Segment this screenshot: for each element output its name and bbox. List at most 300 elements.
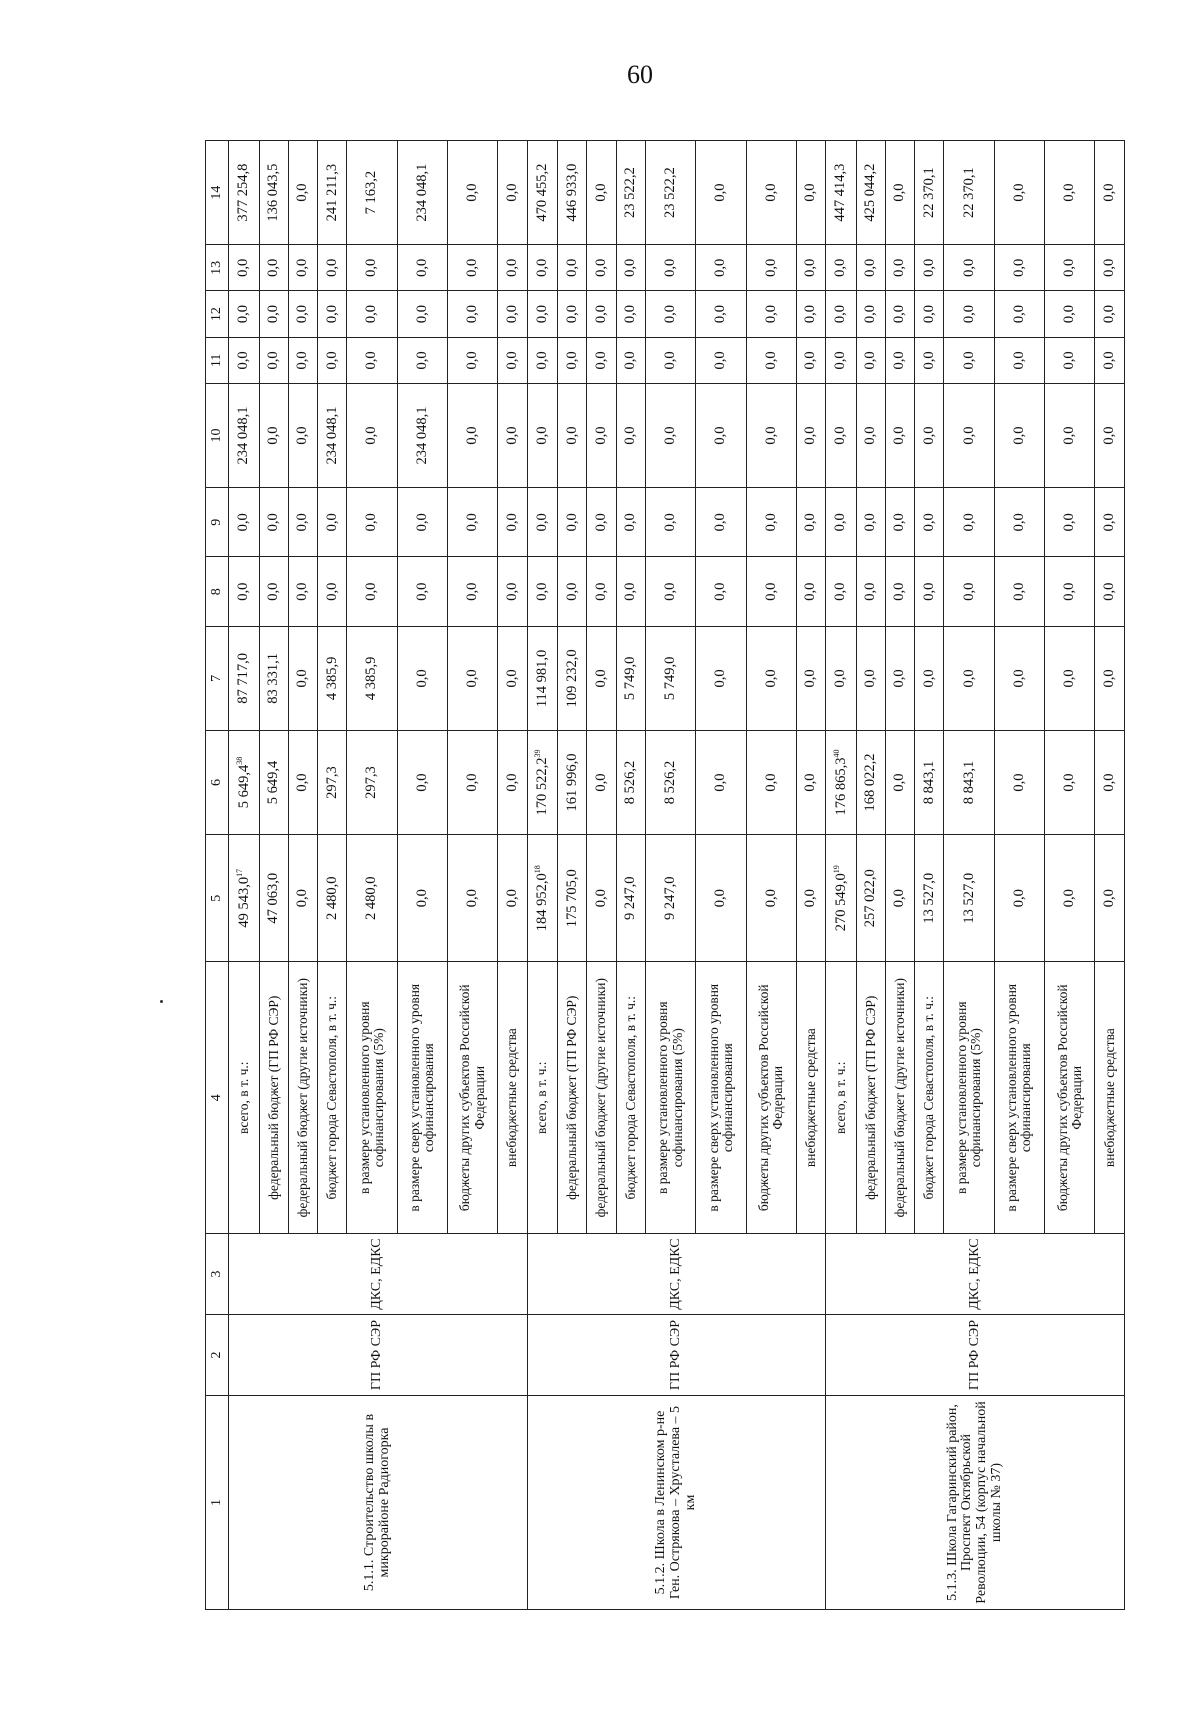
value-text: 0,0 [323, 351, 340, 370]
value-text: 0,0 [1061, 351, 1078, 370]
value-cell-14 [885, 141, 914, 245]
value-text: 168 022,2 [862, 753, 879, 812]
funding-source-cell: всего, в т. ч.: [229, 962, 260, 1234]
value-text: 0,0 [622, 351, 639, 370]
value-text: 0,0 [891, 889, 908, 908]
value-text: 0,0 [1101, 258, 1118, 277]
value-text: 0,0 [802, 426, 819, 445]
value-cell-5 [1095, 835, 1125, 962]
value-cell-14 [498, 141, 527, 245]
project-name-cell: 5.1.2. Школа в Ленинском р-не Ген. Острякова – Хрусталева – 5 км [527, 1396, 826, 1610]
value-text: 0,0 [622, 258, 639, 277]
value-cell-13 [1095, 245, 1125, 291]
value-cell-14 [229, 141, 260, 245]
value-text: 2 480,0 [323, 876, 340, 920]
value-text: 0,0 [1101, 351, 1118, 370]
value-cell-7 [944, 626, 994, 730]
value-cell-12 [259, 291, 288, 337]
value-text: 0,0 [1061, 773, 1078, 792]
table-row [527, 141, 558, 1610]
value-cell-5 [885, 835, 914, 962]
value-text: 0,0 [413, 669, 430, 688]
value-cell-6 [1095, 730, 1125, 834]
value-text: 234 048,1 [235, 406, 252, 465]
value-cell-11 [796, 337, 825, 383]
value-text: 0,0 [323, 513, 340, 532]
value-text: 470 455,2 [533, 163, 550, 222]
value-text: 0,0 [413, 513, 430, 532]
value-text: 0,0 [533, 513, 550, 532]
value-text: 0,0 [862, 258, 879, 277]
value-text: 8 526,2 [622, 760, 639, 805]
value-cell-11 [587, 337, 616, 383]
value-cell-12 [696, 291, 746, 337]
value-cell-5 [259, 835, 288, 962]
value-cell-9 [498, 488, 527, 557]
value-text: 0,0 [891, 351, 908, 370]
value-text: 0,0 [464, 513, 481, 532]
value-text: 0,0 [622, 426, 639, 445]
value-text: 0,0 [712, 351, 729, 370]
value-text: 0,0 [503, 183, 520, 202]
col-header: 11 [206, 337, 229, 383]
value-text: 0,0 [891, 773, 908, 792]
value-cell-10 [856, 384, 885, 488]
value-cell-11 [527, 337, 558, 383]
value-cell-14 [1095, 141, 1125, 245]
value-cell-10 [318, 384, 347, 488]
value-text: 0,0 [1010, 889, 1027, 908]
value-text: 0,0 [661, 351, 678, 370]
value-text: 0,0 [712, 305, 729, 324]
value-cell-9 [616, 488, 645, 557]
value-text: 0,0 [265, 258, 282, 277]
value-cell-9 [746, 488, 796, 557]
value-text: 0,0 [294, 582, 311, 601]
value-cell-5 [994, 835, 1044, 962]
value-text: 0,0 [920, 669, 937, 688]
value-cell-8 [616, 557, 645, 626]
value-cell-9 [259, 488, 288, 557]
value-text: 0,0 [622, 305, 639, 324]
value-text: 0,0 [891, 513, 908, 532]
value-text: 0,0 [563, 305, 580, 324]
funding-source-cell: федеральный бюджет (ГП РФ СЭР) [856, 962, 885, 1234]
value-cell-8 [527, 557, 558, 626]
value-cell-6 [856, 730, 885, 834]
value-cell-11 [826, 337, 857, 383]
value-text: 0,0 [294, 889, 311, 908]
value-text: 297,3 [363, 766, 380, 799]
value-text: 0,0 [323, 258, 340, 277]
value-cell-8 [746, 557, 796, 626]
value-cell-5 [397, 835, 447, 962]
value-cell-12 [558, 291, 587, 337]
value-cell-13 [397, 245, 447, 291]
value-cell-14 [347, 141, 397, 245]
value-text: 0,0 [891, 183, 908, 202]
value-text: 0,0 [265, 582, 282, 601]
value-text: 270 549,0 [832, 873, 849, 932]
value-text: 0,0 [1061, 582, 1078, 601]
value-cell-13 [498, 245, 527, 291]
value-cell-12 [447, 291, 497, 337]
value-cell-8 [826, 557, 857, 626]
value-text: 0,0 [563, 258, 580, 277]
value-text: 8 843,1 [920, 760, 937, 805]
value-text: 0,0 [294, 305, 311, 324]
value-text: 4 385,9 [363, 656, 380, 701]
value-text: 0,0 [592, 351, 609, 370]
funding-source-cell: федеральный бюджет (ГП РФ СЭР) [558, 962, 587, 1234]
value-cell-6 [498, 730, 527, 834]
value-cell-14 [259, 141, 288, 245]
value-cell-10 [397, 384, 447, 488]
value-text: 0,0 [363, 258, 380, 277]
value-text: 0,0 [294, 669, 311, 688]
value-text: 22 370,1 [920, 167, 937, 218]
value-text: 0,0 [960, 305, 977, 324]
value-text: 0,0 [294, 183, 311, 202]
value-cell-14 [527, 141, 558, 245]
value-cell-14 [944, 141, 994, 245]
funding-source-cell: бюджет города Севастополя, в т. ч.: [915, 962, 944, 1234]
value-text: 0,0 [413, 351, 430, 370]
value-text: 0,0 [960, 258, 977, 277]
value-cell-5 [1045, 835, 1095, 962]
funding-source-cell: федеральный бюджет (другие источники) [885, 962, 914, 1234]
value-text: 0,0 [1101, 183, 1118, 202]
value-cell-5 [587, 835, 616, 962]
funding-source-cell: внебюджетные средства [796, 962, 825, 1234]
value-cell-12 [616, 291, 645, 337]
value-cell-9 [527, 488, 558, 557]
value-cell-11 [1095, 337, 1125, 383]
value-text: 23 522,2 [661, 167, 678, 218]
value-cell-12 [796, 291, 825, 337]
value-cell-7 [229, 626, 260, 730]
value-text: 0,0 [563, 426, 580, 445]
value-cell-10 [1095, 384, 1125, 488]
value-text: 0,0 [413, 258, 430, 277]
funding-source-cell: бюджет города Севастополя, в т. ч.: [616, 962, 645, 1234]
value-cell-11 [447, 337, 497, 383]
value-text: 0,0 [891, 305, 908, 324]
value-cell-7 [259, 626, 288, 730]
budget-table [205, 140, 1125, 1610]
value-text: 0,0 [862, 351, 879, 370]
table-row [229, 141, 260, 1610]
value-text: 0,0 [762, 426, 779, 445]
funding-source-cell: бюджеты других субъектов Российской Федерации [447, 962, 497, 1234]
value-text: 0,0 [920, 513, 937, 532]
value-text: 0,0 [762, 513, 779, 532]
value-text: 0,0 [235, 582, 252, 601]
value-text: 0,0 [1101, 582, 1118, 601]
value-text: 0,0 [661, 426, 678, 445]
value-text: 0,0 [920, 582, 937, 601]
value-text: 0,0 [413, 889, 430, 908]
value-cell-7 [447, 626, 497, 730]
value-cell-12 [856, 291, 885, 337]
value-cell-12 [318, 291, 347, 337]
value-text: 0,0 [1010, 582, 1027, 601]
value-text: 5 749,0 [622, 656, 639, 701]
value-text: 0,0 [762, 669, 779, 688]
value-text: 9 247,0 [661, 876, 678, 920]
value-cell-11 [229, 337, 260, 383]
value-text: 0,0 [661, 513, 678, 532]
value-cell-7 [587, 626, 616, 730]
value-cell-12 [1095, 291, 1125, 337]
value-text: 0,0 [1101, 305, 1118, 324]
value-cell-13 [826, 245, 857, 291]
value-text: 0,0 [802, 305, 819, 324]
value-text: 0,0 [1010, 305, 1027, 324]
value-text: 0,0 [712, 773, 729, 792]
col-header: 12 [206, 291, 229, 337]
value-text: 0,0 [1010, 669, 1027, 688]
value-cell-13 [259, 245, 288, 291]
value-text: 377 254,8 [235, 163, 252, 222]
value-text: 0,0 [235, 351, 252, 370]
value-text: 0,0 [1010, 513, 1027, 532]
value-cell-10 [796, 384, 825, 488]
value-cell-9 [885, 488, 914, 557]
value-cell-13 [994, 245, 1044, 291]
value-text: 0,0 [503, 305, 520, 324]
value-cell-9 [318, 488, 347, 557]
value-cell-9 [558, 488, 587, 557]
col-header: 13 [206, 245, 229, 291]
value-cell-9 [397, 488, 447, 557]
value-cell-13 [318, 245, 347, 291]
value-cell-11 [944, 337, 994, 383]
value-text: 8 526,2 [661, 760, 678, 805]
value-text: 0,0 [592, 582, 609, 601]
value-text: 22 370,1 [960, 167, 977, 218]
value-cell-8 [558, 557, 587, 626]
value-cell-9 [587, 488, 616, 557]
funding-source-cell: всего, в т. ч.: [826, 962, 857, 1234]
value-cell-11 [558, 337, 587, 383]
value-text: 0,0 [265, 351, 282, 370]
value-cell-11 [318, 337, 347, 383]
table-body [229, 141, 1125, 1610]
value-cell-13 [915, 245, 944, 291]
value-text: 136 043,5 [265, 163, 282, 222]
value-text: 0,0 [1010, 773, 1027, 792]
value-cell-11 [645, 337, 695, 383]
value-text: 0,0 [960, 351, 977, 370]
executor-cell: ДКС, ЕДКС [527, 1234, 826, 1315]
value-cell-11 [347, 337, 397, 383]
value-text: 0,0 [363, 513, 380, 532]
value-text: 4 385,9 [323, 656, 340, 701]
value-cell-6 [696, 730, 746, 834]
value-text: 0,0 [464, 773, 481, 792]
value-text: 0,0 [832, 351, 849, 370]
value-text: 5 649,4 [235, 764, 252, 809]
value-cell-6 [796, 730, 825, 834]
value-text: 0,0 [533, 351, 550, 370]
value-text: 0,0 [832, 513, 849, 532]
value-cell-14 [1045, 141, 1095, 245]
footnote-ref: 40 [831, 749, 841, 758]
value-cell-14 [645, 141, 695, 245]
value-cell-7 [994, 626, 1044, 730]
value-cell-11 [994, 337, 1044, 383]
value-cell-12 [885, 291, 914, 337]
value-text: 0,0 [503, 258, 520, 277]
value-text: 0,0 [503, 889, 520, 908]
value-cell-6 [616, 730, 645, 834]
value-cell-14 [558, 141, 587, 245]
value-cell-8 [696, 557, 746, 626]
value-text: 0,0 [533, 305, 550, 324]
value-text: 0,0 [920, 351, 937, 370]
value-text: 0,0 [363, 426, 380, 445]
project-name-cell: 5.1.1. Строительство школы в микрорайоне Радиогорка [229, 1396, 528, 1610]
value-text: 0,0 [891, 426, 908, 445]
value-cell-12 [397, 291, 447, 337]
value-cell-8 [994, 557, 1044, 626]
value-text: 0,0 [862, 669, 879, 688]
value-text: 0,0 [960, 582, 977, 601]
funding-source-cell: в размере сверх установленного уровня софинансирования [696, 962, 746, 1234]
value-cell-5 [944, 835, 994, 962]
funding-source-cell: всего, в т. ч.: [527, 962, 558, 1234]
value-text: 9 247,0 [622, 876, 639, 920]
value-text: 0,0 [464, 351, 481, 370]
value-text: 0,0 [323, 582, 340, 601]
value-text: 0,0 [1010, 183, 1027, 202]
value-cell-9 [1045, 488, 1095, 557]
rotated-table-container [205, 140, 1125, 1610]
value-cell-6 [318, 730, 347, 834]
value-cell-13 [696, 245, 746, 291]
value-text: 161 996,0 [563, 753, 580, 812]
value-cell-12 [944, 291, 994, 337]
value-cell-13 [645, 245, 695, 291]
value-text: 5 749,0 [661, 656, 678, 701]
value-text: 0,0 [832, 305, 849, 324]
value-cell-10 [885, 384, 914, 488]
value-cell-10 [826, 384, 857, 488]
value-text: 0,0 [832, 258, 849, 277]
funding-source-cell: внебюджетные средства [498, 962, 527, 1234]
value-text: 0,0 [413, 305, 430, 324]
value-text: 447 414,3 [832, 163, 849, 222]
value-cell-12 [498, 291, 527, 337]
value-cell-5 [229, 835, 260, 962]
value-cell-8 [915, 557, 944, 626]
value-text: 0,0 [920, 258, 937, 277]
value-text: 0,0 [802, 513, 819, 532]
value-text: 0,0 [802, 773, 819, 792]
value-text: 0,0 [762, 773, 779, 792]
value-cell-6 [645, 730, 695, 834]
value-cell-10 [994, 384, 1044, 488]
value-text: 0,0 [464, 582, 481, 601]
value-cell-7 [885, 626, 914, 730]
value-text: 0,0 [960, 426, 977, 445]
value-cell-10 [616, 384, 645, 488]
value-cell-9 [796, 488, 825, 557]
value-cell-12 [645, 291, 695, 337]
funding-source-cell: бюджет города Севастополя, в т. ч.: [318, 962, 347, 1234]
value-cell-7 [288, 626, 317, 730]
value-cell-6 [994, 730, 1044, 834]
value-cell-8 [347, 557, 397, 626]
value-text: 234 048,1 [413, 163, 430, 222]
funding-source-cell: федеральный бюджет (другие источники) [288, 962, 317, 1234]
value-cell-9 [944, 488, 994, 557]
value-cell-13 [558, 245, 587, 291]
value-cell-11 [746, 337, 796, 383]
value-text: 0,0 [413, 773, 430, 792]
value-cell-12 [288, 291, 317, 337]
value-cell-14 [397, 141, 447, 245]
value-cell-9 [826, 488, 857, 557]
value-cell-6 [397, 730, 447, 834]
value-text: 0,0 [891, 582, 908, 601]
value-text: 0,0 [920, 426, 937, 445]
value-cell-6 [826, 730, 857, 834]
value-text: 241 211,3 [323, 163, 340, 222]
value-text: 0,0 [1061, 258, 1078, 277]
value-text: 0,0 [1010, 426, 1027, 445]
value-text: 0,0 [235, 513, 252, 532]
value-text: 0,0 [265, 426, 282, 445]
value-text: 83 331,1 [265, 653, 282, 704]
value-cell-11 [616, 337, 645, 383]
value-cell-14 [616, 141, 645, 245]
value-text: 0,0 [1061, 889, 1078, 908]
value-cell-5 [856, 835, 885, 962]
col-header: 10 [206, 384, 229, 488]
value-cell-5 [796, 835, 825, 962]
value-text: 0,0 [1101, 773, 1118, 792]
value-cell-11 [1045, 337, 1095, 383]
value-cell-10 [447, 384, 497, 488]
value-cell-5 [645, 835, 695, 962]
value-text: 175 705,0 [563, 869, 580, 928]
value-text: 0,0 [265, 513, 282, 532]
value-cell-5 [915, 835, 944, 962]
value-text: 0,0 [802, 582, 819, 601]
table-row [826, 141, 857, 1610]
value-cell-11 [696, 337, 746, 383]
value-cell-13 [944, 245, 994, 291]
value-text: 0,0 [235, 258, 252, 277]
value-cell-5 [696, 835, 746, 962]
value-cell-8 [447, 557, 497, 626]
value-cell-12 [1045, 291, 1095, 337]
value-cell-13 [527, 245, 558, 291]
value-text: 446 933,0 [563, 163, 580, 222]
value-cell-12 [915, 291, 944, 337]
value-cell-7 [696, 626, 746, 730]
value-text: 0,0 [712, 183, 729, 202]
value-text: 0,0 [503, 426, 520, 445]
value-cell-10 [1045, 384, 1095, 488]
value-text: 0,0 [265, 305, 282, 324]
value-cell-11 [288, 337, 317, 383]
value-text: 0,0 [464, 258, 481, 277]
value-cell-5 [318, 835, 347, 962]
funding-source-cell: в размере сверх установленного уровня софинансирования [994, 962, 1044, 1234]
